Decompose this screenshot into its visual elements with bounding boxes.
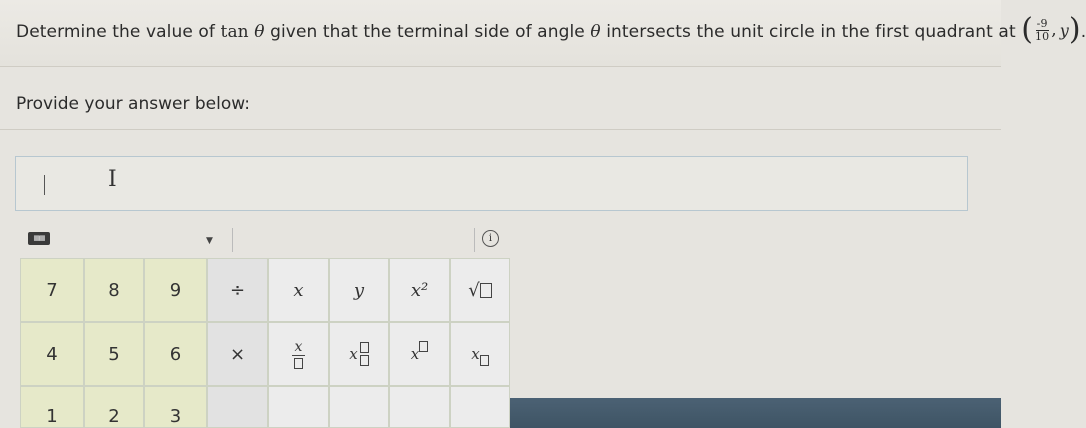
info-icon[interactable]: i	[482, 230, 499, 247]
key-superscript[interactable]: x	[389, 322, 450, 386]
key-7[interactable]: 7	[20, 258, 84, 322]
key-blank[interactable]	[207, 386, 268, 428]
point-coordinates: ( $\frac{-9}{10}$ , y )	[1021, 12, 1081, 47]
key-subscript[interactable]: x	[450, 322, 510, 386]
key-x[interactable]: x	[268, 258, 329, 322]
toolbar-divider	[474, 228, 475, 252]
key-9[interactable]: 9	[144, 258, 207, 322]
key-x-squared[interactable]: x²	[389, 258, 450, 322]
key-mixed-fraction[interactable]: x	[329, 322, 389, 386]
key-6[interactable]: 6	[144, 322, 207, 386]
key-y[interactable]: y	[329, 258, 389, 322]
key-2[interactable]: 2	[84, 386, 144, 428]
answer-input[interactable]	[15, 156, 968, 211]
key-8[interactable]: 8	[84, 258, 144, 322]
text-caret	[44, 175, 45, 195]
keyboard-icon[interactable]: ▦▦	[28, 232, 50, 245]
key-1[interactable]: 1	[20, 386, 84, 428]
key-square-root[interactable]: √	[450, 258, 510, 322]
toolbar-divider	[232, 228, 233, 252]
key-divide[interactable]: ÷	[207, 258, 268, 322]
key-5[interactable]: 5	[84, 322, 144, 386]
key-blank[interactable]	[268, 386, 329, 428]
screen-bottom-shadow	[510, 398, 1001, 428]
key-fraction[interactable]: x	[268, 322, 329, 386]
key-blank[interactable]	[450, 386, 510, 428]
key-3[interactable]: 3	[144, 386, 207, 428]
keypad-toolbar	[20, 224, 510, 258]
key-4[interactable]: 4	[20, 322, 84, 386]
key-blank[interactable]	[329, 386, 389, 428]
ibeam-cursor-icon: I	[108, 167, 117, 192]
question-text: Determine the value of tan θ given that the terminal side of angle θ intersects the unit circle in the first quadrant at ( $\frac{-9}{10}$ , y ) .	[16, 12, 1086, 47]
answer-prompt: Provide your answer below:	[16, 94, 250, 114]
key-blank[interactable]	[389, 386, 450, 428]
key-multiply[interactable]: ×	[207, 322, 268, 386]
math-keypad	[20, 258, 510, 428]
chevron-down-icon[interactable]: ▼	[206, 236, 213, 246]
